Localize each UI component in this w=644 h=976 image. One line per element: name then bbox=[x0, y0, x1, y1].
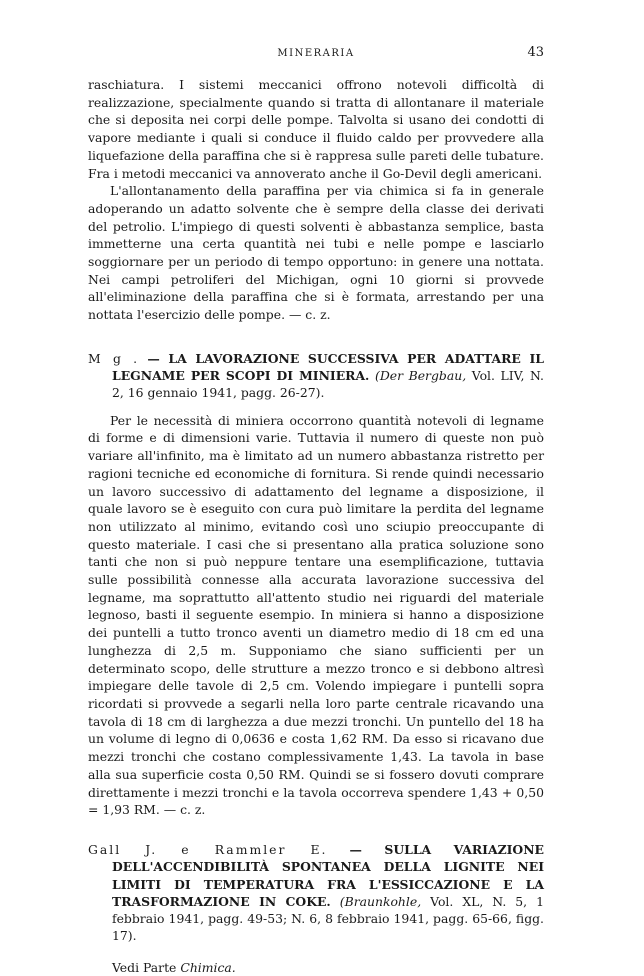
intro-paragraph-2: L'allontanamento della paraffina per via chimica si fa in generale adoperando un adatto solvente che è sempre della classe dei derivati del petrolio. L'impiego di questi solventi è abbastanza semplice, basta immetterne una certa quantità nei tubi e nelle pompe e lasciarlo soggiornare per un periodo di tempo opportuno: in genere una nottata. Nei campi petroliferi del Michigan, ogni 10 giorni si provvede all'eliminazione della paraffina che si è formata, arrestando per una nottata l'esercizio delle pompe. — c. z. bbox=[88, 183, 544, 323]
entry-title: — SULLA VARIAZIONE DELL'ACCENDIBILITÀ SPONTANEA DELLA LIGNITE NEI LIMITI DI TEMPERATURA FRA L'ESSICCAZIONE E LA TRASFORMAZIONE IN COKE. bbox=[112, 841, 544, 909]
entry-source: (Braunkohle, bbox=[339, 893, 422, 909]
entry-body: Per le necessità di miniera occorrono quantità notevoli di legname di forme e di dimensioni varie. Tuttavia il numero di queste non può variare all'infinito, ma è limitato ad un numero abbastanza ristretto per ragioni tecniche ed economiche di fornitura. Si rende quindi necessario un lavoro successivo di adattamento del legname a disposizione, il quale lavoro se è eseguito con cura può limitare la perdita del legname non utilizzato al minimo, evitando così uno sciupio preoccupante di questo materiale. I casi che si presentano alla pratica soluzione sono tanti che non si può neppure tentare una esemplificazione, tuttavia sulle possibilità connesse alla accurata lavorazione successiva del legname, ma soprattutto all'attento studio nei riguardi del materiale legnoso, basti il seguente esempio. In miniera si hanno a disposizione dei puntelli a tutto tronco aventi un diametro medio di 18 cm ed una lunghezza di 2,5 m. Supponiamo che siano sufficienti per un determinato scopo, delle strutture a mezzo tronco e si debbono altresì impiegare delle tavole di 2,5 cm. Volendo impiegare i puntelli sopra ricordati si provvede a segarli nella loro parte centrale ricavando una tavola di 18 cm di larghezza a due mezzi tronchi. Un puntello del 18 ha un volume di legno di 0,0636 e costa 1,62 RM. Da esso si ricavano due mezzi tronchi che costano complessivamente 1,43. La tavola in base alla sua superficie costa 0,50 RM. Quindi se si fossero dovuti comprare direttamente i mezzi tronchi e la tavola occorreva spendere 1,43 + 0,50 = 1,93 RM. — c. z. bbox=[88, 412, 544, 818]
intro-paragraph-1: raschiatura. I sistemi meccanici offrono notevoli difficoltà di realizzazione, specialmente quando si tratta di allontanare il materiale che si deposita nei corpi delle pompe. Talvolta si usano dei condotti di vapore mediante i quali si conduce il fluido caldo per provvedere alla liquefazione della paraffina che si è rappresa sulle pareti delle tubature. Fra i metodi meccanici va annoverato anche il Go-Devil degli americani. bbox=[88, 77, 544, 181]
cross-reference-part: Chimica. bbox=[180, 959, 236, 975]
page-header bbox=[88, 44, 544, 64]
abstract-entry-lignite bbox=[88, 841, 544, 945]
entry-source: (Der Bergbau, bbox=[374, 368, 467, 384]
entry-title: — LA LAVORAZIONE SUCCESSIVA PER ADATTARE IL LEGNAME PER SCOPI DI MINIERA. bbox=[112, 350, 544, 384]
page-body bbox=[88, 76, 544, 976]
cross-reference-prefix: Vedi Parte bbox=[112, 959, 177, 975]
entry-citation: Vol. LIV, N. 2, 16 gennaio 1941, pagg. 26-27). bbox=[112, 368, 544, 401]
cross-reference bbox=[88, 959, 544, 976]
entry-author: Gall J. e Rammler E. bbox=[88, 841, 328, 857]
page-number: 43 bbox=[527, 45, 544, 60]
entry-author: M g . bbox=[88, 350, 140, 366]
running-title: MINERARIA bbox=[277, 48, 355, 59]
abstract-entry-lumber bbox=[88, 350, 544, 402]
entry-citation: Vol. XL, N. 5, 1 febbraio 1941, pagg. 49-53; N. 6, 8 febbraio 1941, pagg. 65-66, figg. 17). bbox=[112, 893, 544, 944]
